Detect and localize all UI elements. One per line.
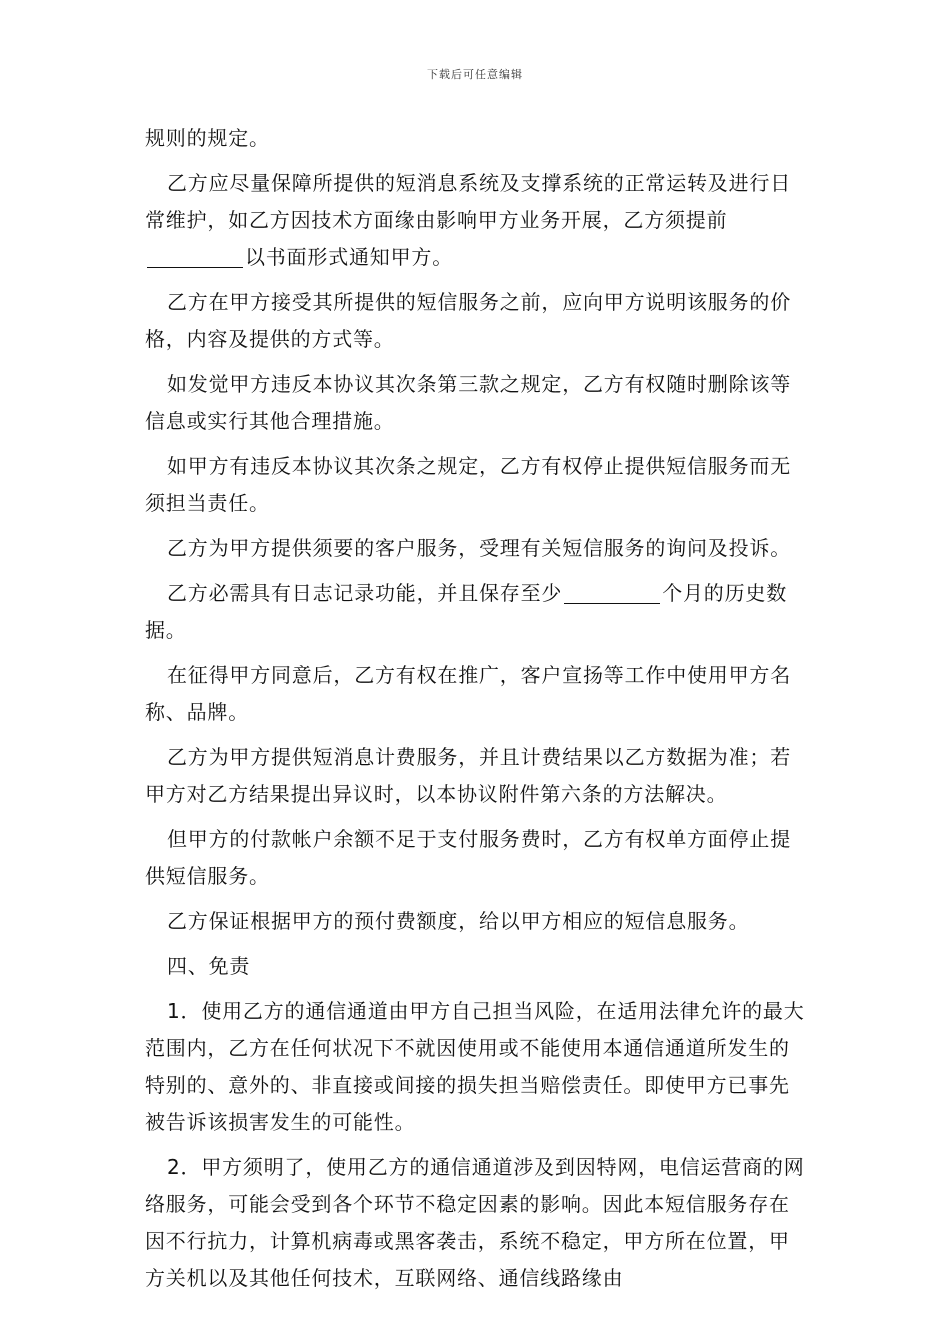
paragraph-text: 乙方必需具有日志记录功能，并且保存至少	[167, 581, 563, 605]
paragraph: 如发觉甲方违反本协议其次条第三款之规定，乙方有权随时删除该等信息或实行其他合理措施。	[145, 372, 791, 433]
paragraph-text: 乙方应尽量保障所提供的短消息系统及支撑系统的正常运转及进行日常维护，如乙方因技术方面缘由影响甲方业务开展，乙方须提前	[145, 171, 791, 232]
paragraph	[145, 165, 810, 276]
paragraph: 规则的规定。	[145, 126, 270, 150]
paragraph: 乙方在甲方接受其所提供的短信服务之前，应向甲方说明该服务的价格，内容及提供的方式等。	[145, 290, 791, 351]
blank-underline	[147, 245, 243, 268]
paragraph	[145, 575, 810, 649]
paragraph: 但甲方的付款帐户余额不足于支付服务费时，乙方有权单方面停止提供短信服务。	[145, 827, 791, 888]
paragraph: 在征得甲方同意后，乙方有权在推广，客户宣扬等工作中使用甲方名称、品牌。	[145, 663, 791, 724]
section-heading: 四、免责	[167, 954, 251, 978]
paragraph: 2．甲方须明了，使用乙方的通信通道涉及到因特网，电信运营商的网络服务，可能会受到各个环节不稳定因素的影响。因此本短信服务存在因不行抗力，计算机病毒或黑客袭击，系统不稳定，甲方所在位置，甲方关机以及其他任何技术，互联网络、通信线路缘由	[145, 1155, 805, 1290]
document-body	[145, 120, 810, 1305]
paragraph-text: 个月的历史数据。	[145, 581, 788, 642]
page-header: 下载后可任意编辑	[427, 68, 523, 81]
paragraph: 乙方保证根据甲方的预付费额度，给以甲方相应的短信息服务。	[167, 909, 750, 933]
paragraph: 乙方为甲方提供须要的客户服务，受理有关短信服务的询问及投诉。	[167, 536, 791, 560]
paragraph: 如甲方有违反本协议其次条之规定，乙方有权停止提供短信服务而无须担当责任。	[145, 454, 791, 515]
paragraph: 1．使用乙方的通信通道由甲方自己担当风险，在适用法律允许的最大范围内，乙方在任何状况下不就因使用或不能使用本通信通道所发生的特别的、意外的、非直接或间接的损失担当赔偿责任。即使甲方已事先被告诉该损害发生的可能性。	[145, 999, 805, 1134]
paragraph-text: 以书面形式通知甲方。	[245, 245, 453, 269]
blank-underline	[564, 581, 660, 604]
paragraph: 乙方为甲方提供短消息计费服务，并且计费结果以乙方数据为准；若甲方对乙方结果提出异议时，以本协议附件第六条的方法解决。	[145, 745, 791, 806]
